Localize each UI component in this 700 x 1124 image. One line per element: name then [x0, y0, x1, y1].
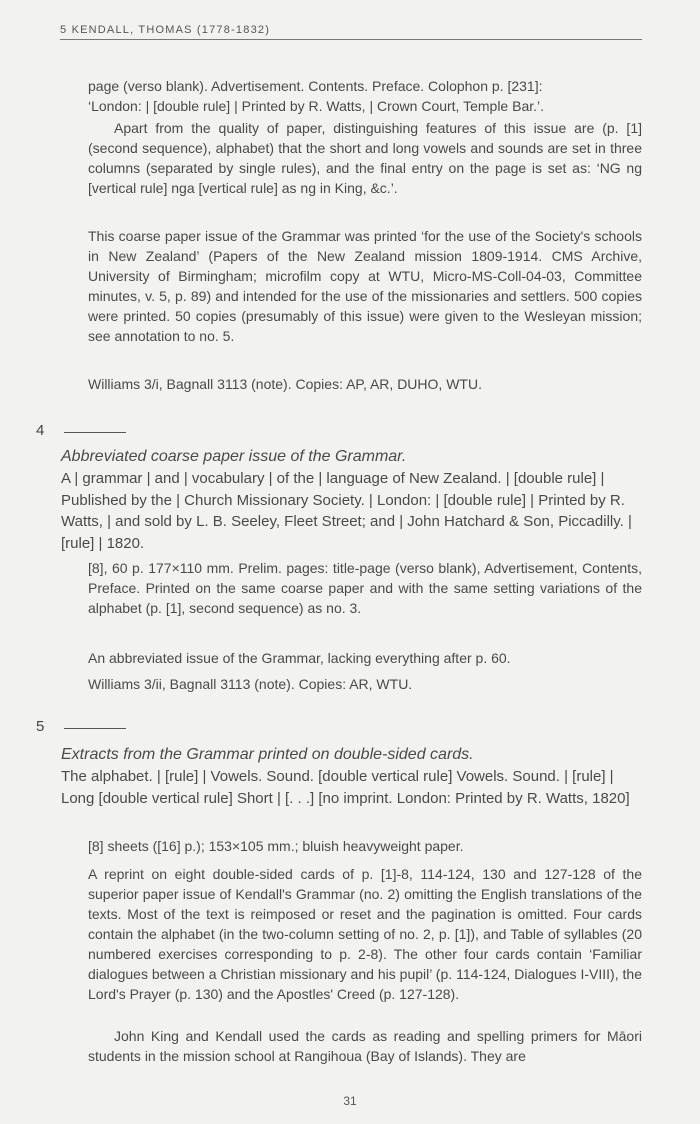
entry-title: Extracts from the Grammar printed on double-sided cards. [61, 746, 474, 763]
continuation-paragraph-1 [88, 76, 642, 116]
entry-imprint: The alphabet. | [rule] | Vowels. Sound. [double vertical rule] Vowels. Sound. | [rule] | Long [double vertical rule] Short | [. . .] [no imprint. London: Printed by R. Watts, 1820] [61, 768, 630, 807]
entry-rule [64, 728, 126, 729]
entry-number: 4 [36, 422, 45, 439]
entry-note: An abbreviated issue of the Grammar, lacking everything after p. 60. [88, 650, 511, 666]
entry-imprint: A | grammar | and | vocabulary | of the | language of New Zealand. | [double rule] | Published by the | Church Missionary Society. | London: | [double rule] | Printed by R. Watts, | and sold by L. B. Seeley, Fleet Street; and | John Hatchard & Son, Piccadilly. | [rule] | 1820. [61, 470, 632, 552]
references-line: Williams 3/i, Bagnall 3113 (note). Copies: AP, AR, DUHO, WTU. [88, 376, 482, 392]
references-line: Williams 3/ii, Bagnall 3113 (note). Copies: AR, WTU. [88, 676, 413, 692]
entry-note: A reprint on eight double-sided cards of p. [1]-8, 114-124, 130 and 127-128 of the superior paper issue of Kendall's Grammar (no. 2) omitting the English translations of the texts. Most of the text is reimposed or reset and the pagination is omitted. Four cards contain the alphabet (in the two-column setting of no. 2, p. [1]), and Table of syllables (20 numbered exercises corresponding to p. 2-8). The other four cards contain ‘Familiar dialogues between a Christian missionary and his pupil’ (p. 114-124, Dialogues I-VIII), the Lord's Prayer (p. 130) and the Apostles' Creed (p. 127-128). [88, 866, 642, 1002]
page-number: 31 [343, 1094, 357, 1108]
continuation-paragraph-2: Apart from the quality of paper, distinguishing features of this issue are (p. [1] (second sequence), alphabet) that the short and long vowels and sounds are set in three columns (separated by single rules), and the final entry on the page is set as: ‘NG ng [vertical rule] nga [vertical rule] as ng in King, &c.’. [88, 120, 642, 196]
continuation-paragraph-3: This coarse paper issue of the Grammar was printed ‘for the use of the Society's schools in New Zealand’ (Papers of the New Zealand mission 1809-1914. CMS Archive, University of Birmingham; microfilm copy at WTU, Micro-MS-Coll-04-03, Committee minutes, v. 5, p. 89) and intended for the use of the missionaries and settlers. 500 copies were printed. 50 copies (presumably of this issue) were given to the Wesleyan mission; see annotation to no. 5. [88, 228, 642, 344]
entry-collation: [8] sheets ([16] p.); 153×105 mm.; bluish heavyweight paper. [88, 838, 464, 854]
entry-title: Abbreviated coarse paper issue of the Grammar. [61, 448, 407, 465]
entry-number: 5 [36, 718, 45, 735]
text-line: ‘London: | [double rule] | Printed by R. Watts, | Crown Court, Temple Bar.’. [88, 98, 545, 114]
entry-rule [64, 432, 126, 433]
entry-collation: [8], 60 p. 177×110 mm. Prelim. pages: title-page (verso blank), Advertisement, Contents, Preface. Printed on the same coarse paper and with the same setting variations of the alphabet (p. [1], second sequence) as no. 3. [88, 560, 642, 616]
text-line: page (verso blank). Advertisement. Contents. Preface. Colophon p. [231]: [88, 78, 543, 94]
running-head: 5 KENDALL, THOMAS (1778-1832) [60, 24, 642, 40]
entry-note: John King and Kendall used the cards as reading and spelling primers for Māori students in the mission school at Rangihoua (Bay of Islands). They are [88, 1028, 642, 1064]
